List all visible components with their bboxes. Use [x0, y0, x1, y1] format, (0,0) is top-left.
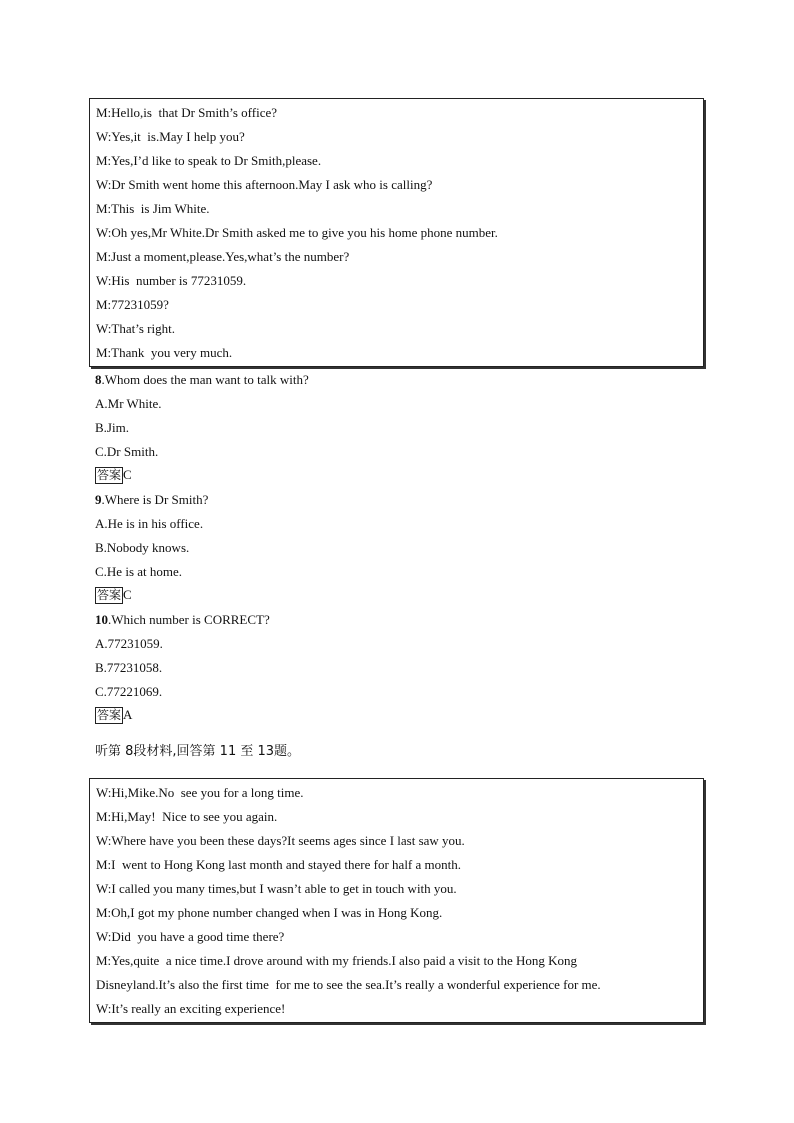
- option-c: C.77221069.: [95, 684, 163, 699]
- option-b: B.Jim.: [95, 420, 129, 435]
- dialogue-box-1: [89, 98, 704, 367]
- dialogue-box-2: [89, 778, 704, 1023]
- question-number: 8: [95, 372, 102, 387]
- answer-tag: 答案: [97, 708, 122, 722]
- question-9: [95, 492, 208, 508]
- dialogue-line: Disneyland.It’s also the first time for me to see the sea.It’s really a wonderful experience for me.: [96, 977, 601, 992]
- question-number: 9: [95, 492, 102, 507]
- dialogue-line: W:It’s really an exciting experience!: [96, 1001, 286, 1016]
- dialogue-line: M:Hello,is that Dr Smith’s office?: [96, 105, 278, 120]
- answer-10: [95, 707, 132, 724]
- question-8: [95, 372, 309, 388]
- answer-value: C: [123, 587, 132, 602]
- dialogue-line: W:Yes,it is.May I help you?: [96, 129, 245, 144]
- dialogue-line: W:Oh yes,Mr White.Dr Smith asked me to give you his home phone number.: [96, 225, 498, 240]
- option-b: B.Nobody knows.: [95, 540, 190, 555]
- question-number: 10: [95, 612, 108, 627]
- dialogue-line: W:I called you many times,but I wasn’t able to get in touch with you.: [96, 881, 457, 896]
- dialogue-line: W:Where have you been these days?It seems ages since I last saw you.: [96, 833, 465, 848]
- dialogue-line: W:Dr Smith went home this afternoon.May I ask who is calling?: [96, 177, 433, 192]
- question-10: [95, 612, 270, 628]
- answer-value: C: [123, 467, 132, 482]
- answer-tag: 答案: [97, 588, 122, 602]
- dialogue-line: W:His number is 77231059.: [96, 273, 247, 288]
- option-c: C.Dr Smith.: [95, 444, 159, 459]
- question-text: .Which number is CORRECT?: [108, 612, 270, 627]
- option-a: A.Mr White.: [95, 396, 162, 411]
- question-text: .Whom does the man want to talk with?: [101, 372, 309, 387]
- option-c: C.He is at home.: [95, 564, 183, 579]
- dialogue-line: M:77231059?: [96, 297, 169, 312]
- answer-9: [95, 587, 132, 604]
- dialogue-line: M:I went to Hong Kong last month and stayed there for half a month.: [96, 857, 462, 872]
- dialogue-line: M:Oh,I got my phone number changed when I was in Hong Kong.: [96, 905, 443, 920]
- dialogue-line: M:Hi,May! Nice to see you again.: [96, 809, 278, 824]
- section-heading: 听第 8段材料,回答第 11 至 13题。: [95, 744, 301, 759]
- option-b: B.77231058.: [95, 660, 163, 675]
- option-a: A.77231059.: [95, 636, 163, 651]
- dialogue-line: M:Yes,I’d like to speak to Dr Smith,please.: [96, 153, 322, 168]
- dialogue-line: M:Just a moment,please.Yes,what’s the number?: [96, 249, 350, 264]
- dialogue-line: W:Hi,Mike.No see you for a long time.: [96, 785, 304, 800]
- question-text: .Where is Dr Smith?: [101, 492, 209, 507]
- dialogue-line: M:Thank you very much.: [96, 345, 233, 360]
- dialogue-line: M:This is Jim White.: [96, 201, 210, 216]
- option-a: A.He is in his office.: [95, 516, 204, 531]
- answer-8: [95, 467, 132, 484]
- dialogue-line: M:Yes,quite a nice time.I drove around with my friends.I also paid a visit to the Hong Kong: [96, 953, 578, 968]
- dialogue-line: W:Did you have a good time there?: [96, 929, 285, 944]
- dialogue-line: W:That’s right.: [96, 321, 175, 336]
- answer-tag: 答案: [97, 468, 122, 482]
- answer-value: A: [123, 707, 133, 722]
